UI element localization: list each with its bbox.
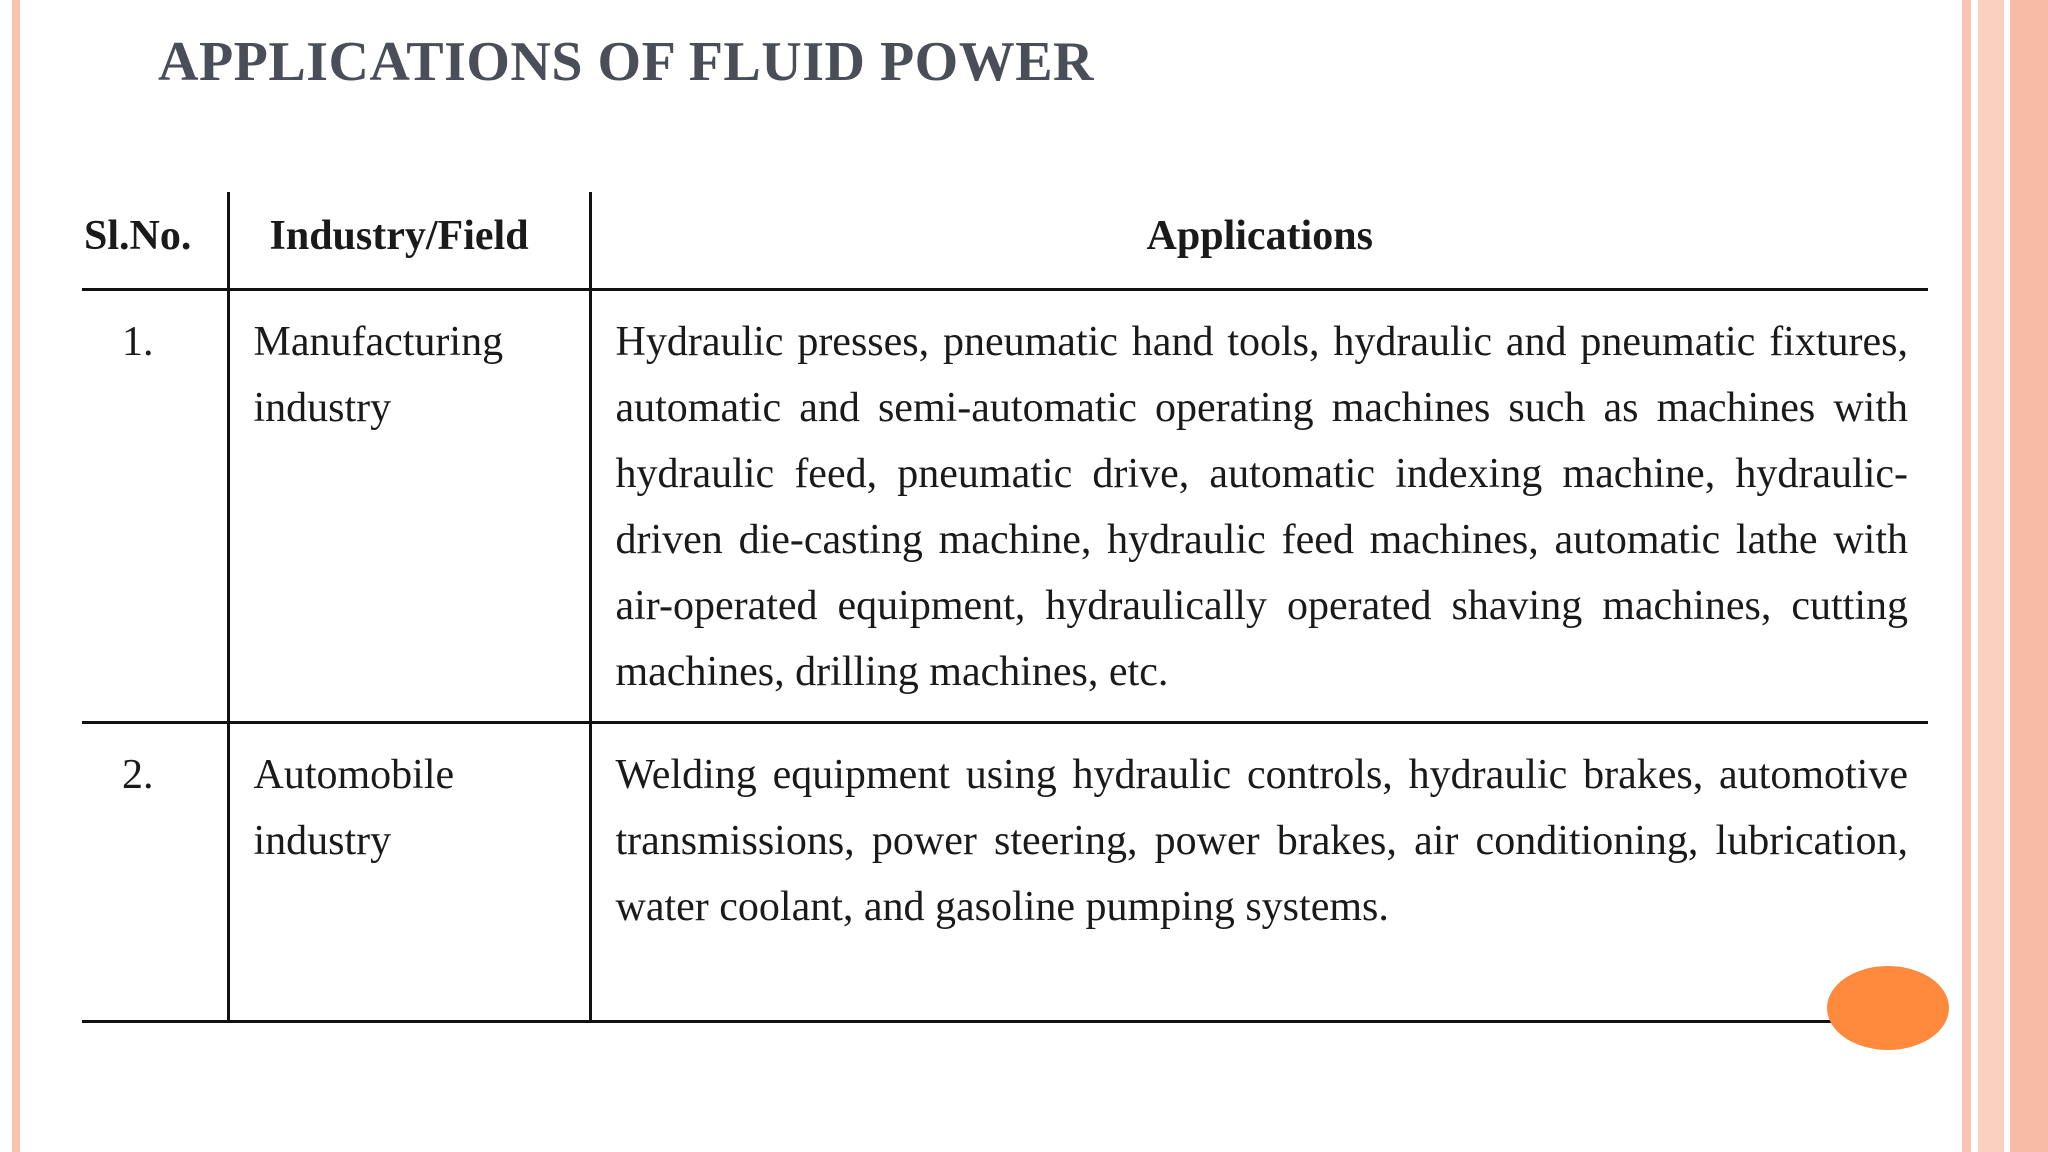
table-header-row — [82, 192, 1928, 290]
right-accent-band-inner — [1962, 0, 1971, 1152]
header-applications: Applications — [590, 192, 1928, 290]
applications-table — [82, 192, 1928, 1023]
row-sl-no: 2. — [82, 723, 228, 1022]
right-accent-band-middle — [1978, 0, 2004, 1152]
table-row — [82, 290, 1928, 723]
row-industry: Manufacturing industry — [228, 290, 590, 723]
header-industry: Industry/Field — [228, 192, 590, 290]
left-accent-rule — [12, 0, 20, 1152]
applications-table-container — [82, 192, 1928, 1023]
right-accent-band-outer — [2010, 0, 2048, 1152]
table-row — [82, 723, 1928, 1022]
row-industry: Automobile industry — [228, 723, 590, 1022]
row-sl-no: 1. — [82, 290, 228, 723]
row-applications: Welding equipment using hydraulic controls, hydraulic brakes, automotive transmissions, power steering, power brakes, air conditioning, lubrication, water coolant, and gasoline pumping systems. — [590, 723, 1928, 1022]
row-applications: Hydraulic presses, pneumatic hand tools, hydraulic and pneumatic fixtures, automatic and semi-automatic operating machines such as machines with hydraulic feed, pneumatic drive, automatic indexing machine, hydraulic-driven die-casting machine, hydraulic feed machines, automatic lathe with air-operated equipment, hydraulically operated shaving machines, cutting machines, drilling machines, etc. — [590, 290, 1928, 723]
slide-number-badge — [1827, 966, 1949, 1050]
slide-title: APPLICATIONS OF FLUID POWER — [158, 31, 1094, 93]
header-sl-no: Sl.No. — [82, 192, 228, 290]
